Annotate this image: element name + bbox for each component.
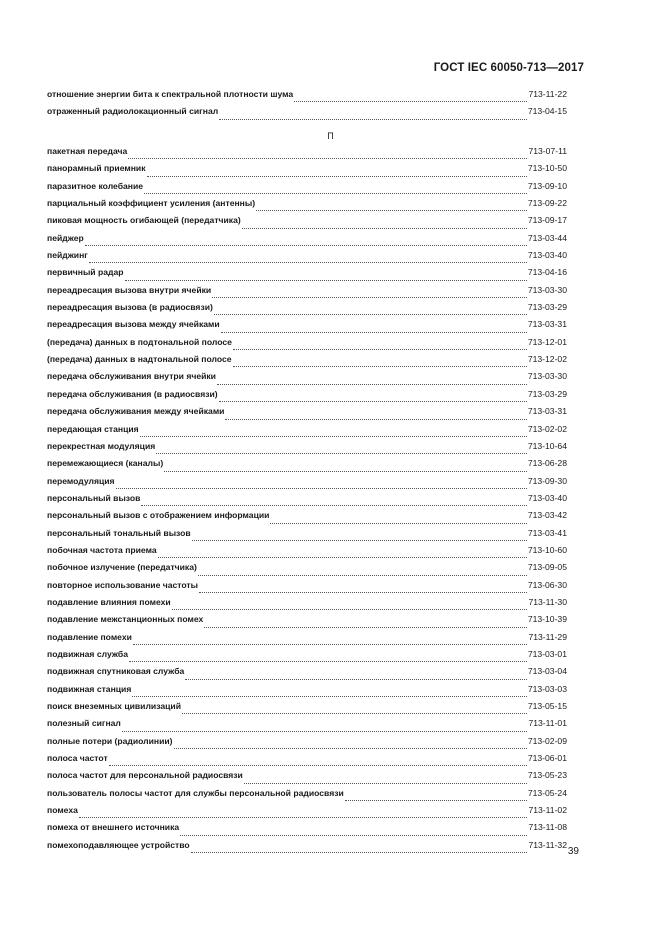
dot-leader — [244, 783, 527, 784]
index-entry — [47, 753, 567, 770]
index-entry — [47, 562, 567, 579]
index-entry — [47, 632, 567, 649]
entry-term: пейджер — [47, 232, 84, 243]
dot-leader — [182, 713, 527, 714]
dot-leader — [191, 852, 528, 853]
entry-code: 713-03-03 — [527, 683, 567, 694]
dot-leader — [221, 332, 527, 333]
dot-leader — [219, 119, 527, 120]
entry-code: 713-03-40 — [527, 250, 567, 261]
index-entry — [47, 371, 567, 388]
dot-leader — [270, 523, 526, 524]
index-entry — [47, 406, 567, 423]
entry-term: полоса частот — [47, 753, 108, 764]
entry-term: полезный сигнал — [47, 718, 121, 729]
entry-code: 713-10-50 — [527, 163, 567, 174]
entry-term: переадресация вызова между ячейками — [47, 319, 220, 330]
index-entry — [47, 250, 567, 267]
entry-term: персональный вызов — [47, 492, 141, 503]
dot-leader — [79, 817, 528, 818]
page-number: 39 — [567, 846, 579, 857]
index-entry — [47, 146, 567, 163]
dot-leader — [199, 592, 527, 593]
entry-term: перемежающиеся (каналы) — [47, 458, 164, 469]
index-entry — [47, 528, 567, 545]
entry-code: 713-05-24 — [527, 787, 567, 798]
entry-code: 713-04-15 — [527, 106, 567, 117]
index-entry — [47, 215, 567, 232]
entry-code: 713-12-02 — [527, 354, 567, 365]
index-entry — [47, 181, 567, 198]
dot-leader — [133, 644, 528, 645]
entry-code: 713-03-41 — [527, 527, 567, 538]
index-entry — [47, 198, 567, 215]
entry-code: 713-09-22 — [527, 198, 567, 209]
entry-term: переадресация вызова внутри ячейки — [47, 284, 212, 295]
index-entry — [47, 788, 567, 805]
entry-term: персональный тональный вызов — [47, 527, 191, 538]
entry-code: 713-09-05 — [527, 562, 567, 573]
index-entry — [47, 770, 567, 787]
entry-code: 713-09-30 — [527, 475, 567, 486]
entry-code: 713-07-11 — [528, 146, 567, 156]
dot-leader — [233, 349, 527, 350]
entry-term: передача обслуживания между ячейками — [47, 406, 225, 417]
dot-leader — [180, 835, 527, 836]
index-entry — [47, 163, 567, 180]
index-entry — [47, 493, 567, 510]
entry-term: передача обслуживания внутри ячейки — [47, 371, 216, 382]
dot-leader — [172, 609, 528, 610]
entry-term: помехоподавляющее устройство — [47, 839, 190, 850]
dot-leader — [158, 557, 527, 558]
entry-term: подвижная станция — [47, 683, 132, 694]
dot-leader — [198, 575, 527, 576]
entry-code: 713-10-39 — [527, 614, 567, 625]
dot-leader — [141, 505, 526, 506]
entry-code: 713-06-01 — [527, 753, 567, 764]
index-entry — [47, 580, 567, 597]
entry-code: 713-06-30 — [527, 579, 567, 590]
entry-code: 713-02-09 — [527, 735, 567, 746]
entry-code: 713-05-15 — [527, 701, 567, 711]
entry-term: передающая станция — [47, 423, 139, 434]
dot-leader — [225, 419, 526, 420]
entry-term: помеха от внешнего источника — [47, 822, 180, 833]
entry-code: 713-03-42 — [527, 510, 567, 521]
dot-leader — [212, 297, 527, 298]
entry-code: 713-03-30 — [527, 284, 567, 295]
index-entry — [47, 106, 567, 123]
entry-code: 713-11-22 — [528, 89, 567, 99]
entry-code: 713-06-28 — [527, 458, 567, 469]
entry-term: пиковая мощность огибающей (передатчика) — [47, 215, 241, 226]
entry-term: персональный вызов с отображением информации — [47, 510, 270, 521]
entry-term: повторное использование частоты — [47, 579, 198, 590]
entry-term: пользователь полосы частот для службы персональной радиосвязи — [47, 787, 344, 798]
dot-leader — [217, 384, 527, 385]
entry-code: 713-05-23 — [527, 770, 567, 781]
entry-term: первичный радар — [47, 267, 124, 278]
dot-leader — [294, 101, 527, 102]
dot-leader — [242, 228, 527, 229]
entry-code: 713-10-60 — [527, 544, 567, 555]
entry-code: 713-03-40 — [527, 492, 567, 503]
dot-leader — [140, 436, 527, 437]
dot-leader — [345, 800, 527, 801]
index-group-a — [47, 89, 567, 124]
index-entry — [47, 424, 567, 441]
entry-term: побочное излучение (передатчика) — [47, 562, 197, 573]
dot-leader — [144, 193, 527, 194]
dot-leader — [219, 401, 527, 402]
entry-term: парциальный коэффициент усиления (антенны) — [47, 198, 256, 209]
dot-leader — [125, 280, 527, 281]
entry-code: 713-03-44 — [527, 232, 567, 243]
dot-leader — [109, 765, 527, 766]
entry-term: пейджинг — [47, 250, 88, 261]
index-entry — [47, 684, 567, 701]
index-entry — [47, 701, 567, 718]
entry-code: 713-03-31 — [527, 319, 567, 330]
dot-leader — [122, 731, 528, 732]
dot-leader — [164, 471, 527, 472]
index-group-b — [47, 146, 567, 857]
dot-leader — [185, 679, 526, 680]
index-entry — [47, 354, 567, 371]
dot-leader — [204, 627, 527, 628]
entry-code: 713-12-01 — [527, 336, 567, 347]
dot-leader — [192, 540, 527, 541]
dot-leader — [156, 453, 527, 454]
entry-code: 713-02-02 — [527, 423, 567, 434]
entry-term: пакетная передача — [47, 146, 128, 156]
entry-term: помеха — [47, 805, 78, 816]
dot-leader — [147, 176, 527, 177]
entry-code: 713-09-17 — [527, 215, 567, 226]
index-entry — [47, 267, 567, 284]
entry-code: 713-03-30 — [527, 371, 567, 382]
entry-term: переадресация вызова (в радиосвязи) — [47, 302, 213, 313]
index-entry — [47, 649, 567, 666]
entry-code: 713-10-64 — [527, 440, 567, 451]
entry-code: 713-11-01 — [528, 718, 567, 729]
index-entry — [47, 840, 567, 857]
dot-leader — [89, 262, 527, 263]
entry-term: (передача) данных в подтональной полосе — [47, 336, 232, 347]
dot-leader — [128, 158, 527, 159]
entry-code: 713-11-29 — [528, 631, 567, 642]
entry-term: поиск внеземных цивилизаций — [47, 701, 181, 711]
index-entry — [47, 476, 567, 493]
index-entry — [47, 337, 567, 354]
dot-leader — [214, 314, 527, 315]
entry-term: подвижная служба — [47, 648, 129, 659]
entry-term: подавление влияния помехи — [47, 596, 171, 607]
entry-code: 713-11-32 — [528, 839, 567, 850]
entry-term: (передача) данных в надтональной полосе — [47, 354, 232, 365]
index-entry — [47, 597, 567, 614]
index-entry — [47, 736, 567, 753]
dot-leader — [129, 661, 527, 662]
entry-term: полные потери (радиолинии) — [47, 735, 173, 746]
index-entry — [47, 545, 567, 562]
index-entry — [47, 614, 567, 631]
dot-leader — [256, 210, 527, 211]
entry-code: 713-03-29 — [527, 388, 567, 399]
index-entry — [47, 458, 567, 475]
index-entry — [47, 718, 567, 735]
index-entry — [47, 389, 567, 406]
entry-code: 713-03-31 — [527, 406, 567, 417]
index-entry — [47, 441, 567, 458]
index-entry — [47, 805, 567, 822]
entry-term: полоса частот для персональной радиосвязи — [47, 770, 243, 781]
entry-term: подавление межстанционных помех — [47, 614, 204, 625]
index-entry — [47, 666, 567, 683]
section-letter: П — [327, 131, 334, 141]
index-entry — [47, 285, 567, 302]
index-entry — [47, 233, 567, 250]
dot-leader — [116, 488, 527, 489]
index-entry — [47, 319, 567, 336]
dot-leader — [174, 748, 527, 749]
entry-term: подавление помехи — [47, 631, 132, 642]
entry-term: панорамный приемник — [47, 163, 146, 174]
index-entry — [47, 822, 567, 839]
entry-code: 713-11-02 — [528, 805, 567, 816]
entry-code: 713-09-10 — [527, 180, 567, 191]
document-header: ГОСТ IEC 60050-713—2017 — [433, 62, 584, 74]
entry-term: перекрестная модуляция — [47, 440, 156, 451]
dot-leader — [132, 696, 526, 697]
entry-code: 713-04-16 — [527, 267, 567, 278]
dot-leader — [85, 245, 527, 246]
dot-leader — [233, 366, 527, 367]
entry-term: подвижная спутниковая служба — [47, 666, 185, 677]
entry-term: отношение энергии бита к спектральной плотности шума — [47, 89, 294, 99]
entry-code: 713-03-04 — [527, 666, 567, 677]
entry-term: перемодуляция — [47, 475, 115, 486]
entry-code: 713-11-30 — [528, 596, 567, 607]
entry-code: 713-03-01 — [527, 648, 567, 659]
index-entry — [47, 510, 567, 527]
entry-term: паразитное колебание — [47, 180, 144, 191]
entry-code: 713-11-08 — [528, 822, 567, 833]
index-entry — [47, 302, 567, 319]
index-entry — [47, 89, 567, 106]
entry-term: побочная частота приема — [47, 544, 157, 555]
entry-code: 713-03-29 — [527, 302, 567, 313]
entry-term: передача обслуживания (в радиосвязи) — [47, 388, 218, 399]
entry-term: отраженный радиолокационный сигнал — [47, 106, 219, 117]
